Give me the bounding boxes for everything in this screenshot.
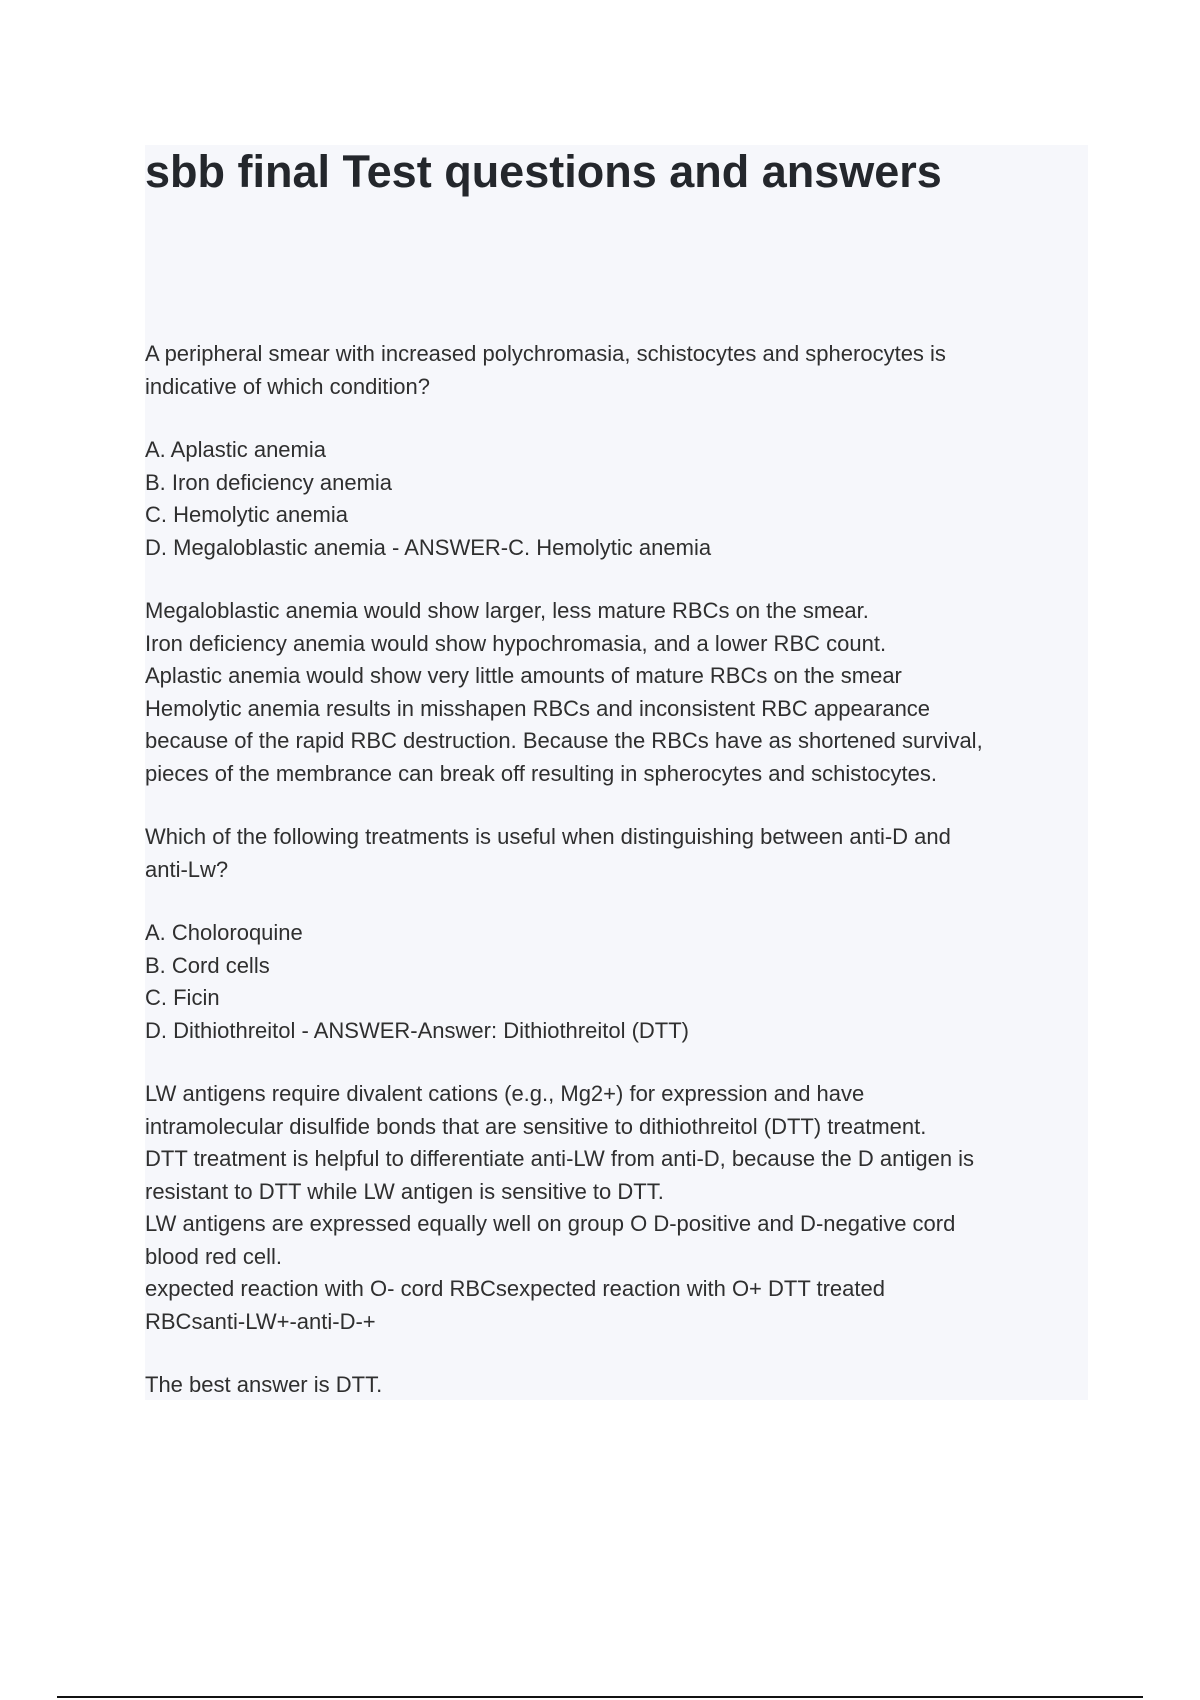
question-2-explanation <box>145 1078 1085 1338</box>
explanation-line: LW antigens require divalent cations (e.g., Mg2+) for expression and have <box>145 1081 865 1106</box>
explanation-line: Hemolytic anemia results in misshapen RBCs and inconsistent RBC appearance <box>145 695 931 721</box>
question-2-options <box>145 917 1085 1047</box>
question-1-options <box>145 434 1085 564</box>
explanation-line: RBCsanti-LW+-anti-D-+ <box>145 1308 376 1334</box>
option-d-with-answer: D. Megaloblastic anemia - ANSWER-C. Hemolytic anemia <box>145 534 712 560</box>
explanation-line: expected reaction with O- cord RBCsexpected reaction with O+ DTT treated <box>145 1276 885 1301</box>
explanation-line: pieces of the membrance can break off resulting in spherocytes and schistocytes. <box>145 760 938 786</box>
option-c: C. Hemolytic anemia <box>145 502 348 527</box>
explanation-line: Aplastic anemia would show very little amounts of mature RBCs on the smear <box>145 663 902 688</box>
question-2-line-1: Which of the following treatments is useful when distinguishing between anti-D and <box>145 824 951 849</box>
explanation-line: blood red cell. <box>145 1243 282 1269</box>
explanation-line: Megaloblastic anemia would show larger, less mature RBCs on the smear. <box>145 598 869 623</box>
option-d-with-answer: D. Dithiothreitol - ANSWER-Answer: Dithiothreitol (DTT) <box>145 1017 690 1043</box>
explanation-line: intramolecular disulfide bonds that are sensitive to dithiothreitol (DTT) treatment. <box>145 1113 927 1139</box>
explanation-line: Iron deficiency anemia would show hypochromasia, and a lower RBC count. <box>145 630 887 656</box>
question-1 <box>145 338 1085 403</box>
option-c: C. Ficin <box>145 985 220 1010</box>
option-b: B. Cord cells <box>145 952 270 978</box>
question-2-line-2: anti-Lw? <box>145 856 229 882</box>
explanation-line: because of the rapid RBC destruction. Because the RBCs have as shortened survival, <box>145 728 983 753</box>
conclusion-line: The best answer is DTT. <box>145 1372 383 1397</box>
option-a: A. Aplastic anemia <box>145 437 326 462</box>
footer-divider <box>57 1696 1143 1698</box>
explanation-line: LW antigens are expressed equally well on group O D-positive and D-negative cord <box>145 1211 956 1236</box>
question-1-explanation <box>145 595 1085 790</box>
question-1-line-1: A peripheral smear with increased polychromasia, schistocytes and spherocytes is <box>145 341 946 366</box>
document-body <box>145 338 1085 1433</box>
explanation-line: DTT treatment is helpful to differentiate anti-LW from anti-D, because the D antigen is <box>145 1146 975 1171</box>
option-b: B. Iron deficiency anemia <box>145 469 393 495</box>
option-a: A. Choloroquine <box>145 920 303 945</box>
page-title: sbb final Test questions and answers <box>145 146 942 197</box>
question-2-conclusion <box>145 1369 1085 1402</box>
explanation-line: resistant to DTT while LW antigen is sensitive to DTT. <box>145 1178 664 1204</box>
question-1-line-2: indicative of which condition? <box>145 373 430 399</box>
question-2 <box>145 821 1085 886</box>
